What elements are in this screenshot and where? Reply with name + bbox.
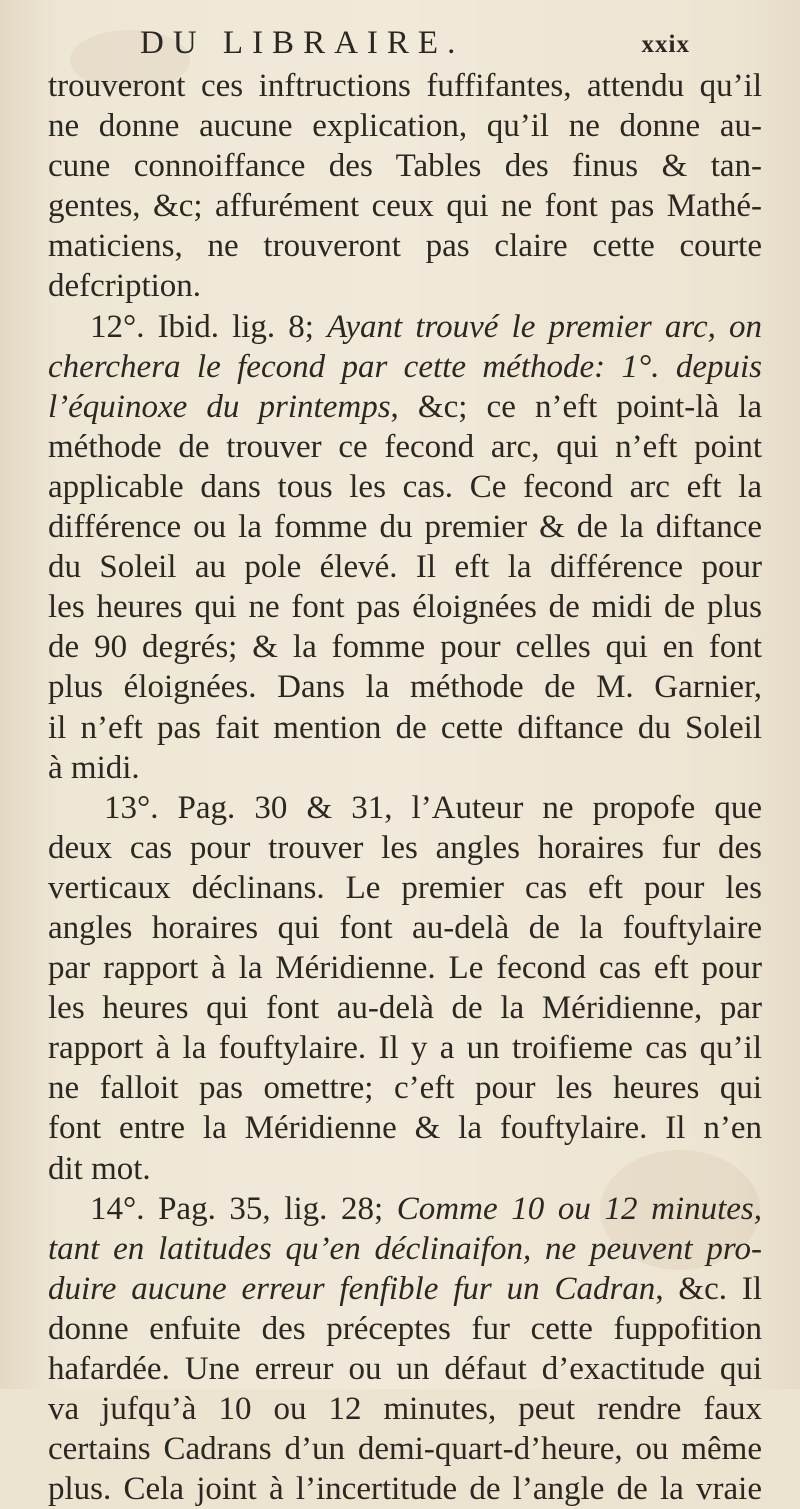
text-line: [48, 1189, 762, 1229]
text-line: [48, 1269, 762, 1309]
text-run: plus. Cela joint à l’incertitude de l’angle de la vraie: [48, 1471, 762, 1508]
text-line: [48, 828, 762, 868]
text-run: 12°. Ibid. lig. 8;: [90, 308, 328, 345]
text-line: [48, 627, 762, 667]
text-line: [48, 788, 762, 828]
text-line: [48, 908, 762, 948]
text-run: verticaux déclinans. Le premier cas eft pour les: [48, 869, 762, 906]
text-run: du Soleil au pole élevé. Il eft la différence pour: [48, 549, 762, 586]
text-run: applicable dans tous les cas. Ce fecond arc eft la: [48, 468, 762, 505]
italic-run: Comme 10 ou 12 minutes,: [396, 1190, 762, 1227]
italic-run: l’équinoxe du printemps: [48, 388, 391, 425]
text-line: [48, 988, 762, 1028]
text-run: différence ou la fomme du premier & de la diftance: [48, 509, 762, 546]
text-line: [48, 1429, 762, 1469]
text-run: , &c. Il: [655, 1270, 763, 1307]
text-run: deux cas pour trouver les angles horaires fur des: [48, 829, 762, 866]
text-line: [48, 708, 762, 748]
text-line: [48, 1149, 762, 1189]
text-line: [48, 507, 762, 547]
text-line: [48, 307, 762, 347]
text-run: 13°. Pag. 30 & 31, l’Auteur ne propofe que: [104, 789, 762, 826]
text-line: [48, 587, 762, 627]
text-line: [48, 146, 762, 186]
text-run: , &c; ce n’eft point-là la: [390, 388, 762, 425]
italic-run: duire aucune erreur fenfible fur un Cadran: [48, 1270, 656, 1307]
text-run: trouveront ces inftructions fuffifantes, attendu qu’il: [48, 68, 762, 104]
text-line: [48, 1309, 762, 1349]
text-line: [48, 1389, 762, 1429]
text-line: [48, 1349, 762, 1389]
text-run: ne falloit pas omettre; c’eft pour les heures qui: [48, 1070, 762, 1107]
page-number: xxix: [641, 31, 690, 58]
text-line: [48, 948, 762, 988]
text-line: [48, 1108, 762, 1148]
text-run: ne donne aucune explication, qu’il ne donne au-: [48, 108, 762, 145]
text-run: les heures qui font au-delà de la Méridienne, par: [48, 990, 762, 1027]
text-run: de 90 degrés; & la fomme pour celles qui en font: [48, 629, 762, 666]
text-run: angles horaires qui font au-delà de la fouftylaire: [48, 909, 762, 946]
text-run: 14°. Pag. 35, lig. 28;: [90, 1190, 397, 1227]
italic-run: Ayant trouvé le premier arc, on: [327, 308, 762, 345]
text-run: méthode de trouver ce fecond arc, qui n’eft point: [48, 428, 762, 465]
text-run: maticiens, ne trouveront pas claire cette courte: [48, 228, 762, 265]
text-line: [48, 748, 762, 788]
text-line: [48, 347, 762, 387]
text-run: à midi.: [48, 749, 140, 786]
text-run: certains Cadrans d’un demi-quart-d’heure, ou même: [48, 1431, 762, 1468]
text-run: dit mot.: [48, 1150, 151, 1187]
text-line: [48, 868, 762, 908]
italic-run: cherchera le fecond par cette méthode: 1°. depuis: [48, 348, 762, 385]
text-run: font entre la Méridienne & la fouftylaire. Il n’en: [48, 1110, 762, 1147]
text-line: [48, 387, 762, 427]
text-line: [48, 106, 762, 146]
text-line: [48, 1028, 762, 1068]
text-line: [48, 467, 762, 507]
running-title: DU LIBRAIRE.: [140, 25, 465, 61]
body-text: [48, 66, 762, 1509]
text-line: [48, 547, 762, 587]
text-run: rapport à la fouftylaire. Il y a un troifieme cas qu’il: [48, 1030, 762, 1067]
text-line: [48, 66, 762, 106]
text-line: [48, 1229, 762, 1269]
text-line: [48, 186, 762, 226]
text-line: [48, 1068, 762, 1108]
text-line: [48, 667, 762, 707]
running-head: [100, 22, 690, 64]
text-run: donne enfuite des préceptes fur cette fuppofition: [48, 1310, 762, 1347]
text-run: gentes, &c; affurément ceux qui ne font pas Mathé-: [48, 188, 762, 225]
text-line: [48, 266, 762, 306]
text-line: [48, 427, 762, 467]
text-line: [48, 226, 762, 266]
text-run: defcription.: [48, 268, 202, 305]
text-run: plus éloignées. Dans la méthode de M. Garnier,: [48, 669, 762, 706]
text-run: hafardée. Une erreur ou un défaut d’exactitude qui: [48, 1351, 762, 1387]
italic-run: tant en latitudes qu’en déclinaifon, ne peuvent pro-: [48, 1230, 762, 1267]
text-run: il n’eft pas fait mention de cette diftance du Soleil: [48, 709, 762, 746]
text-run: va jufqu’à 10 ou 12 minutes, peut rendre faux: [48, 1391, 762, 1428]
text-run: cune connoiffance des Tables des finus & tan-: [48, 148, 762, 185]
text-run: par rapport à la Méridienne. Le fecond cas eft pour: [48, 950, 762, 987]
text-run: les heures qui ne font pas éloignées de midi de plus: [48, 589, 762, 626]
text-line: [48, 1469, 762, 1509]
